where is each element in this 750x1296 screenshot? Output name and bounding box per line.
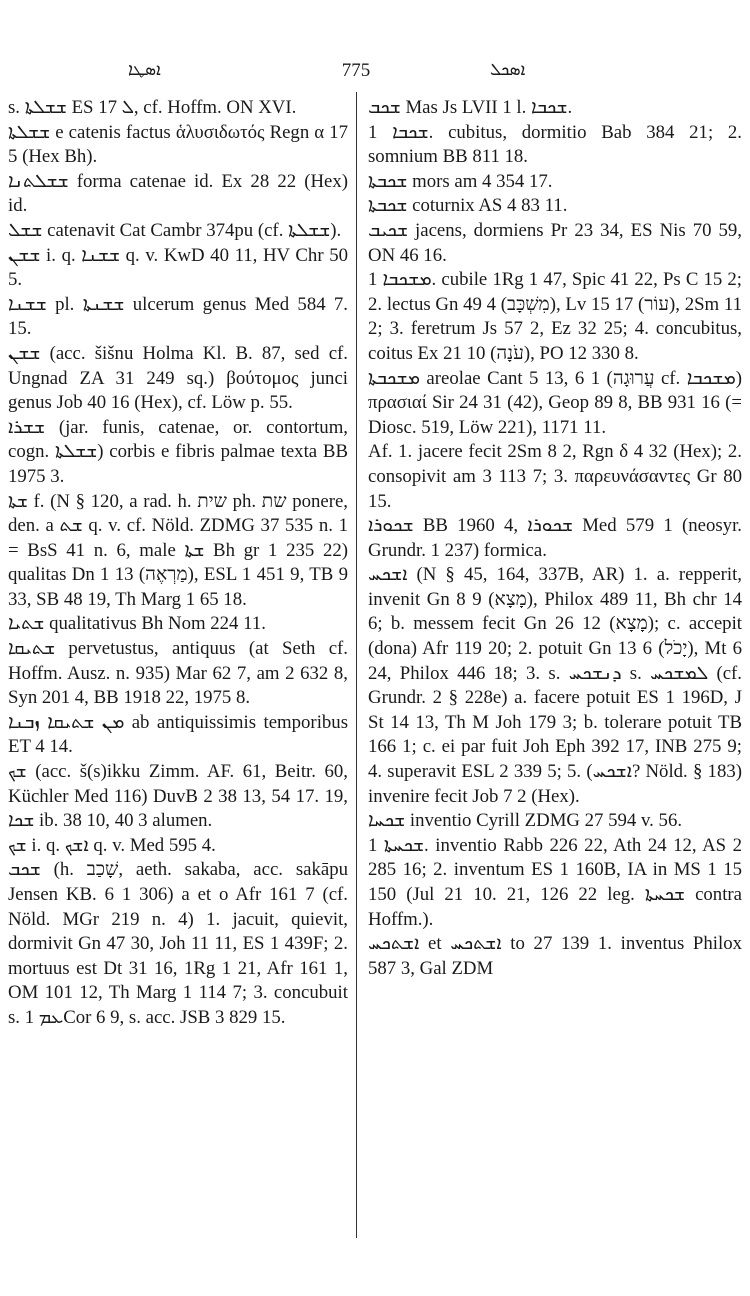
dictionary-entry: ܡܫܟܒܐ 1. cubile 1Rg 1 47, Spic 41 22, Ps C 15 2; 2. lectus Gn 49 4 (מִשְׁכָּב), Lv 15 17 (עוֹר), 2Sm 11 2; 3. feretrum Js 57 2, Ez 32 25; 4. concubitus, coitus Ex 21 10 (עֹנָה), PO 12 330 8.: [368, 269, 747, 364]
dictionary-entry: ܫܟܚܬܐ 1. inventio Rabb 226 22, Ath 24 12, AS 2 285 16; 2. inventum ES 1 160B, IA in MS 1 15 150 (Jul 21 10. 21, 126 22 leg. ܫܟܚܬܐ contra Hoffm.).: [368, 834, 747, 930]
left-column: [8, 96, 353, 1031]
page-number: 775: [341, 60, 371, 81]
dictionary-entry: ܫܫܢ (acc. šišnu Holma Kl. B. 87, sed cf. Ungnad ZA 31 249 sq.) βούτομος junci genus Job 40 16 (Hex), cf. Löw p. 55.: [8, 342, 353, 414]
dictionary-entry: ܫܟܒܐ 1. cubitus, dormitio Bab 384 21; 2. somnium BB 811 18.: [368, 121, 747, 168]
dictionary-entry: ܫܫܢܐ pl. ܫܫܢܬܐ ulcerum genus Med 584 7. 15.: [8, 293, 353, 340]
right-column: [368, 96, 747, 981]
dictionary-entry: ܫܫܠ catenavit Cat Cambr 374pu (cf. ܫܫܠܬܐ).: [8, 219, 342, 241]
dictionary-entry: ܫܟܒܬܐ coturnix AS 4 83 11.: [368, 195, 568, 217]
dictionary-entry: ܐܫܬܟܚ et ܐܫܬܟܚ to 27 139 1. inventus Philox 587 3, Gal ZDM: [368, 933, 747, 979]
dictionary-entry: ܫܟܒ (h. שָׁכַב, aeth. sakaba, acc. sakāpu Jensen KB. 6 1 306) a et o Afr 161 7 (cf. Nöld. MGr 219 n. 4) 1. jacuit, quievit, dormivit Gn 47 30, Joh 11 11, ES 1 439F; 2. mortuus est Dt 31 16, 1Rg 1 21, Afr 161 1, OM 101 12, Th Marg 1 114 7; 3. concubuit s. ܥܡ 1Cor 6 9, s. acc. JSB 3 829 15.: [8, 859, 353, 1028]
dictionary-entry: s. ܫܫܠܬܐ ES ܠ 17, cf. Hoffm. ON XVI.: [8, 97, 297, 118]
dictionary-entry: ܫܟ (acc. š(s)ikku Zimm. AF. 61, Beitr. 60, Küchler Med 116) DuvB 2 38 13, 54 17. 19, ܫܟܐ ib. 38 10, 40 3 alumen.: [8, 761, 353, 832]
dictionary-entry: ܫܫܠܬܐ e catenis factus ἁλυσιδωτός Regn α 17 5 (Hex Bh).: [8, 121, 353, 168]
dictionary-entry: ܫܟܒܬܐ mors am 4 354 17.: [368, 170, 553, 192]
dictionary-entry: ܫܟܚܐ inventio Cyrill ZDMG 27 594 v. 56.: [368, 810, 683, 832]
dictionary-entry: ܫܫܠܬܢܐ forma catenae id. Ex 28 22 (Hex) id.: [8, 170, 353, 217]
dictionary-entry: ܫܬܝܐ qualitativus Bh Nom 224 11.: [8, 613, 266, 635]
running-head-right: ܐܣܟܠ: [490, 60, 526, 80]
dictionary-entry: ܡܢ ܫܬܝܩܐ ܙܒܢܐ ab antiquissimis temporibus ET 4 14.: [8, 711, 353, 758]
dictionary-entry: ܐܫܟܚ (N § 45, 164, 337B, AR) 1. a. repperit, invenit Gn 8 9 (מָצָא), Philox 489 11, Bh chr 14 6; b. messem fecit Gn 26 12 (מָצָא); c. accepit (dona) Afr 119 20; 2. potuit Gn 13 6 (יָכֹל), Mt 6 24, Philox 446 18; 3. s. ܕܢܫܟܚ s. ܠܡܫܟܚ (cf. Grundr. 2 § 228e) a. facere potuit ES 1 196D, J St 14 13, Th M Joh 179 3; b. tolerare potuit TB 166 1; c. ei par fuit Joh Eph 392 17, INB 275 9; 4. superavit ESL 2 339 5; 5. (ܐܫܟܚ? Nöld. § 183) invenire fecit Job 7 2 (Hex).: [368, 564, 747, 807]
dictionary-entry: ܫܟܒ Mas Js LVII 1 l. ܫܟܒܐ.: [368, 97, 573, 118]
dictionary-entry: ܫܟܝܒ jacens, dormiens Pr 23 34, ES Nis 70 59, ON 46 16.: [368, 219, 747, 266]
dictionary-entry: ܫܫܢ i. q. ܫܫܢܐ q. v. KwD 40 11, HV Chr 50 5.: [8, 244, 353, 291]
dictionary-entry: ܫܬܐ f. (N § 120, a rad. h. שית ph. שת ponere, den. a ܫܬ q. v. cf. Nöld. ZDMG 37 535 n. 1 = BsS 41 n. 6, male ܫܬܐ Bh gr 1 235 22) qualitas Dn 1 13 (מַרְאֶה), ESL 1 451 9, TB 9 33, SB 48 19, Th Marg 1 65 18.: [8, 490, 353, 610]
dictionary-entry: ܫܟ i. q. ܐܫܟ q. v. Med 595 4.: [8, 834, 216, 856]
dictionary-entry: ܫܫܪܐ (jar. funis, catenae, or. contortum, cogn. ܫܫܠܬܐ) corbis e fibris palmae texta BB 1975 3.: [8, 416, 353, 487]
column-divider: [356, 92, 357, 1238]
dictionary-entry: ܫܬܝܩܐ pervetustus, antiquus (at Seth cf. Hoffm. Ausz. n. 935) Mar 62 7, am 2 632 8, Syn 201 4, BB 1918 22, 1975 8.: [8, 638, 353, 709]
dictionary-entry: Af. 1. jacere fecit 2Sm 8 2, Rgn δ 4 32 (Hex); 2. consopivit am 3 113 7; 3. παρευνάσαντες Gr 80 15.: [368, 441, 747, 512]
running-head-left: ܐܣܛܐ: [128, 60, 161, 80]
dictionary-entry: ܫܟܘܪܐ BB 1960 4, ܫܟܘܪܐ Med 579 1 (neosyr. Grundr. 1 237) formica.: [368, 515, 747, 561]
dictionary-entry: ܡܫܟܒܬܐ areolae Cant 5 13, 6 1 (עֲרוּגָה cf. ܡܫܟܒܐ) πρασιαί Sir 24 31 (42), Geop 89 8, BB 931 16 (= Diosc. 519, Löw 221), 1171 11.: [368, 367, 747, 438]
